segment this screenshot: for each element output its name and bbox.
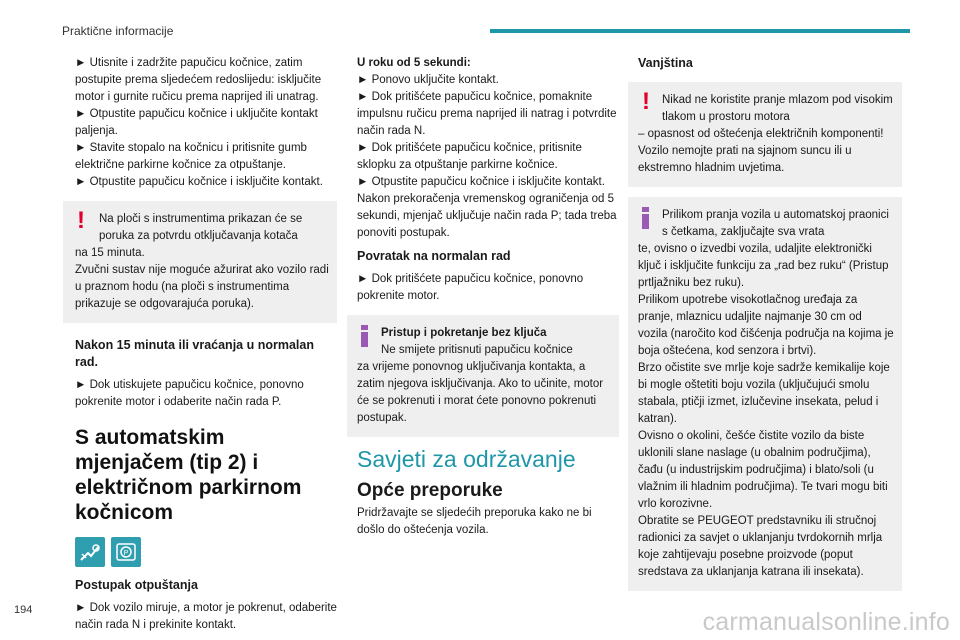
paragraph: ► Otpustite papučicu kočnice i isključite kontakt. <box>75 176 323 188</box>
paragraph: ► Dok vozilo miruje, a motor je pokrenut, odaberite način rada N i prekinite kontakt. <box>75 602 337 631</box>
info-line: Ovisno o okolini, češće čistite vozilo da biste uklonili slane naslage (u obalnim područjima), čađu (u industrijskim područjima) i blato/soli (u vlažnim ili hladnim područjima). Te tvari mogu biti vrlo korozivne. <box>638 430 888 510</box>
paragraph: Pridržavajte se sljedećih preporuka kako ne bi došlo do oštećenja vozila. <box>357 507 592 536</box>
warning-exclamation-icon: ! <box>77 207 85 234</box>
paragraph: ► Dok pritišćete papučicu kočnice, pomaknite impulsnu ručicu prema naprijed ili natrag i potvrdite način rada N. <box>357 91 617 137</box>
info-line: Obratite se PEUGEOT predstavniku ili stručnoj radionici za savjet o uklanjanju tvrdokornih mrlja koje zahtijevaju posebne proizvode (poput sredstava za uklanjanja katrana ili insekata). <box>638 515 883 578</box>
paragraph: ► Stavite stopalo na kočnicu i pritisnite gumb električne parkirne kočnice za otpuštanje. <box>75 142 307 171</box>
paragraph: ► Otpustite papučicu kočnice i isključite kontakt. <box>357 176 605 188</box>
subheading: Postupak otpuštanja <box>75 578 198 592</box>
header-section-title: Praktične informacije <box>62 24 174 38</box>
paragraph: Nakon prekoračenja vremenskog ograničenja od 5 sekundi, mjenjač uključuje način rada P; tada treba ponoviti postupak. <box>357 193 617 239</box>
subheading: Vanjština <box>638 56 693 70</box>
column-left <box>75 55 337 634</box>
subheading: Povratak na normalan rad <box>357 249 511 263</box>
paragraph: ► Dok pritišćete papučicu kočnice, pritisnite sklopku za otpuštanje parkirne kočnice. <box>357 142 582 171</box>
info-line: za vrijeme ponovnog uključivanja kontakta, a zatim njegova isključivanja. Ako to učinite, motor će se pokrenuti i morat ćete ponovno pokrenuti postupak. <box>357 361 604 424</box>
parking-brake-icon <box>111 537 141 567</box>
header-accent-bar <box>490 29 910 33</box>
lead-text: U roku od 5 sekundi: <box>357 57 471 69</box>
subheading: Nakon 15 minuta ili vraćanja u normalan rad. <box>75 338 314 369</box>
heading: Opće preporuke <box>357 480 503 501</box>
drive-hand-icon <box>75 537 105 567</box>
page-number: 194 <box>14 604 33 616</box>
warning-note <box>628 82 902 187</box>
section-heading: S automatskim mjenjačem (tip 2) i električnom parkirnom kočnicom <box>75 426 302 524</box>
paragraph: ► Ponovo uključite kontakt. <box>357 74 499 86</box>
paragraph: ► Utisnite i zadržite papučicu kočnice, zatim postupite prema sljedećem redoslijedu: isključite motor i gurnite ručicu prema naprijed ili unatrag. <box>75 57 322 103</box>
section-title: Savjeti za održavanje <box>357 446 576 472</box>
info-icon <box>361 325 368 347</box>
warning-line: Zvučni sustav nije moguće ažurirat ako vozilo radi u praznom hodu (na ploči s instrumentima prikazuje se odgovarajuća poruka). <box>75 264 329 310</box>
warning-line: Na ploči s instrumentima prikazan će se poruka za potvrdu otključavanja kotača <box>99 213 303 242</box>
info-note <box>347 315 619 437</box>
warning-exclamation-icon: ! <box>642 88 650 115</box>
info-line: Prilikom pranja vozila u automatskoj praonici s četkama, zaključajte sva vrata <box>662 209 889 238</box>
info-note <box>628 197 902 591</box>
info-line: Ne smijete pritisnuti papučicu kočnice <box>381 344 573 356</box>
paragraph: ► Dok utiskujete papučicu kočnice, ponovno pokrenite motor i odaberite način rada P. <box>75 379 304 408</box>
column-middle <box>357 55 619 539</box>
info-line: Prilikom upotrebe visokotlačnog uređaja za pranje, mlaznicu udaljite najmanje 30 cm od vozila (naročito kod čišćenja područja na kojima je boja oštećena, kod senzora i brtvi). <box>638 294 894 357</box>
info-line: Brzo očistite sve mrlje koje sadrže kemikalije koje bi mogle oštetiti boju vozila (uključujući smolu stabala, ptičji izmet, izlučevine insekata, pelud i katran). <box>638 362 890 425</box>
warning-note <box>63 201 337 323</box>
svg-text:P: P <box>123 550 129 557</box>
info-icon <box>642 207 649 229</box>
warning-line: Vozilo nemojte prati na sjajnom suncu ili u ekstremno hladnim uvjetima. <box>638 145 852 174</box>
warning-line: Nikad ne koristite pranje mlazom pod visokim tlakom u prostoru motora <box>662 94 893 123</box>
column-right <box>638 55 902 591</box>
watermark: carmanualsonline.info <box>702 608 950 636</box>
icon-row <box>75 537 337 567</box>
paragraph: ► Dok pritišćete papučicu kočnice, ponovno pokrenite motor. <box>357 273 584 302</box>
paragraph: ► Otpustite papučicu kočnice i uključite kontakt paljenja. <box>75 108 318 137</box>
info-line: te, ovisno o izvedbi vozila, udaljite elektronički ključ i isključite funkciju za „rad bez ruku“ (Pristup prtljažniku bez ruku). <box>638 243 889 289</box>
warning-line: – opasnost od oštećenja električnih komponenti! <box>638 128 884 140</box>
warning-line: na 15 minuta. <box>75 247 145 259</box>
info-title: Pristup i pokretanje bez ključa <box>381 327 547 339</box>
